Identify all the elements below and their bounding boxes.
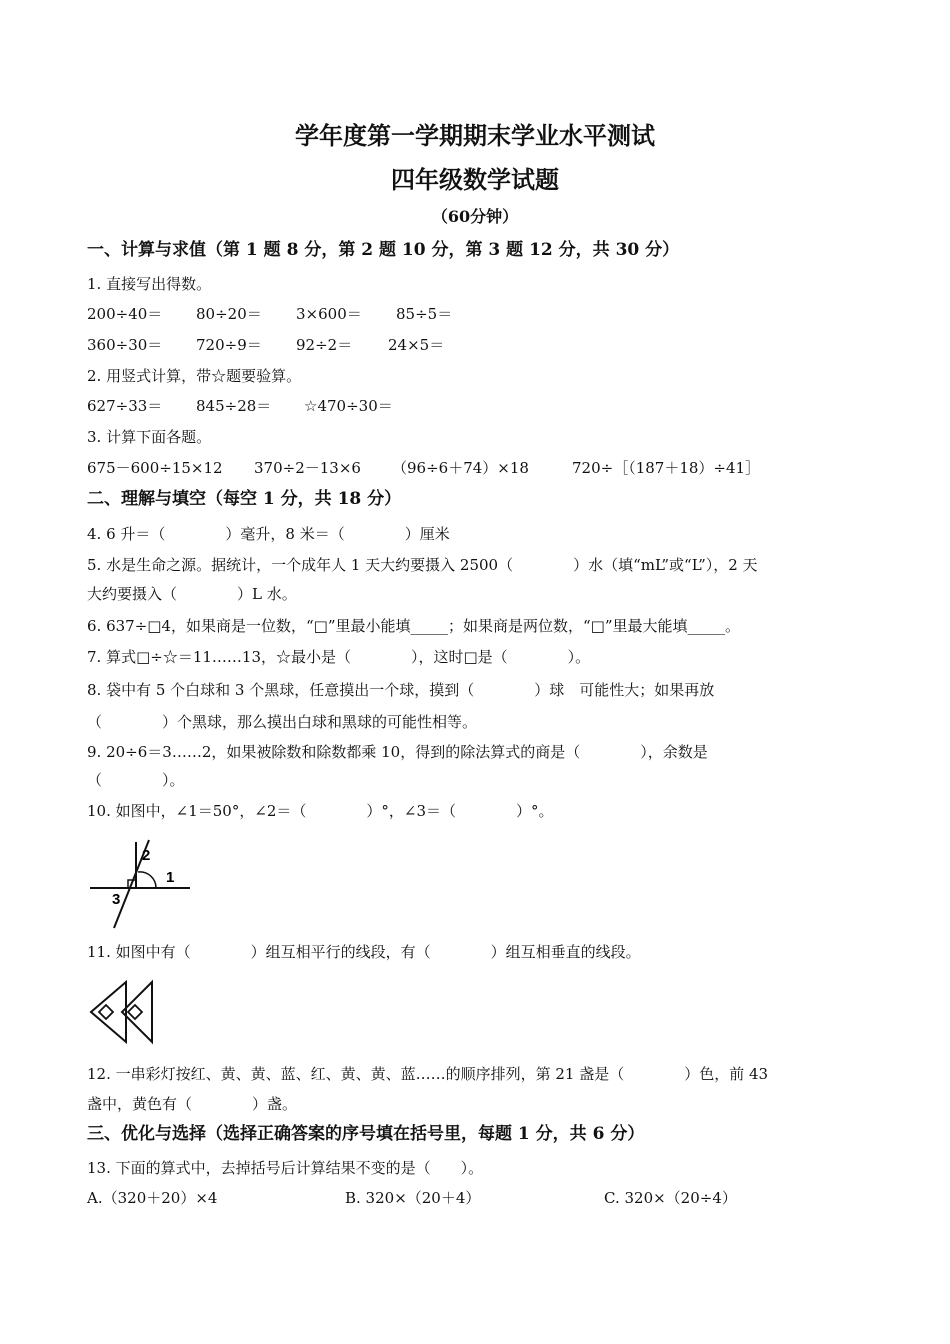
exam-title: 学年度第一学期期末学业水平测试 xyxy=(295,121,655,150)
option-c: C. 320×（20÷4） xyxy=(604,1189,737,1207)
triangle-figure xyxy=(86,978,162,1046)
angle-arc xyxy=(138,872,156,888)
question-12: 12. 一串彩灯按红、黄、黄、蓝、红、黄、黄、蓝……的顺序排列，第 21 盏是（ ）色，前 43 xyxy=(87,1065,769,1083)
q3-item: 370÷2－13×6 xyxy=(254,459,361,477)
question-9: 9. 20÷6＝3……2，如果被除数和除数都乘 10，得到的除法算式的商是（ ），余数是 xyxy=(87,743,708,761)
q1-item: 720÷9＝ xyxy=(196,336,262,354)
question-1: 1. 直接写出得数。 xyxy=(87,275,212,293)
section1-heading: 一、计算与求值（第 1 题 8 分，第 2 题 10 分，第 3 题 12 分，共 30 分） xyxy=(87,240,680,260)
angle-label-3: 3 xyxy=(112,891,121,908)
angle-figure xyxy=(86,836,198,932)
q1-item: 92÷2＝ xyxy=(296,336,353,354)
q3-item: 720÷［（187＋18）÷41］ xyxy=(572,459,761,477)
right-square xyxy=(128,1005,142,1019)
question-2: 2. 用竖式计算，带☆题要验算。 xyxy=(87,367,302,385)
question-12-cont: 盏中，黄色有（ ）盏。 xyxy=(87,1095,298,1113)
q1-item: 3×600＝ xyxy=(296,305,362,323)
question-7: 7. 算式□÷☆＝11……13，☆最小是（ ），这时□是（ ）。 xyxy=(87,648,591,666)
question-5-cont: 大约要摄入（ ）L 水。 xyxy=(87,585,297,603)
exam-subtitle: 四年级数学试题 xyxy=(391,165,559,194)
question-5: 5. 水是生命之源。据统计，一个成年人 1 天大约要摄入 2500（ ）水（填“mL”或“L”），2 天 xyxy=(87,556,758,574)
section2-heading: 二、理解与填空（每空 1 分，共 18 分） xyxy=(87,489,402,509)
question-13: 13. 下面的算式中，去掉括号后计算结果不变的是（ ）。 xyxy=(87,1159,484,1177)
q2-item: 627÷33＝ xyxy=(87,397,163,415)
q2-item: ☆470÷30＝ xyxy=(304,397,393,415)
angle-label-1: 1 xyxy=(166,869,175,886)
q1-item: 24×5＝ xyxy=(388,336,445,354)
exam-duration: （60分钟） xyxy=(431,207,519,226)
question-6: 6. 637÷□4，如果商是一位数，“□”里最小能填_____；如果商是两位数，“□”里最大能填_____。 xyxy=(87,617,741,635)
question-10: 10. 如图中，∠1＝50°，∠2＝（ ）°，∠3＝（ ）°。 xyxy=(87,802,554,820)
option-a: A.（320＋20）×4 xyxy=(87,1189,218,1207)
q1-item: 85÷5＝ xyxy=(396,305,453,323)
question-9-cont: （ ）。 xyxy=(87,771,185,789)
question-4: 4. 6 升＝（ ）毫升，8 米＝（ ）厘米 xyxy=(87,525,450,543)
q3-item: （96÷6＋74）×18 xyxy=(392,459,529,477)
left-square xyxy=(99,1005,113,1019)
q1-item: 200÷40＝ xyxy=(87,305,163,323)
option-b: B. 320×（20＋4） xyxy=(345,1189,481,1207)
q1-item: 80÷20＝ xyxy=(196,305,262,323)
q3-item: 675－600÷15×12 xyxy=(87,459,223,477)
section3-heading: 三、优化与选择（选择正确答案的序号填在括号里，每题 1 分，共 6 分） xyxy=(87,1124,645,1144)
question-11: 11. 如图中有（ ）组互相平行的线段，有（ ）组互相垂直的线段。 xyxy=(87,943,641,961)
q1-item: 360÷30＝ xyxy=(87,336,163,354)
q2-item: 845÷28＝ xyxy=(196,397,272,415)
question-3: 3. 计算下面各题。 xyxy=(87,428,212,446)
angle-label-2: 2 xyxy=(142,847,151,864)
question-8: 8. 袋中有 5 个白球和 3 个黑球，任意摸出一个球，摸到（ ）球 可能性大；如果再放 xyxy=(87,681,715,699)
question-8-cont: （ ）个黑球，那么摸出白球和黑球的可能性相等。 xyxy=(87,713,478,731)
